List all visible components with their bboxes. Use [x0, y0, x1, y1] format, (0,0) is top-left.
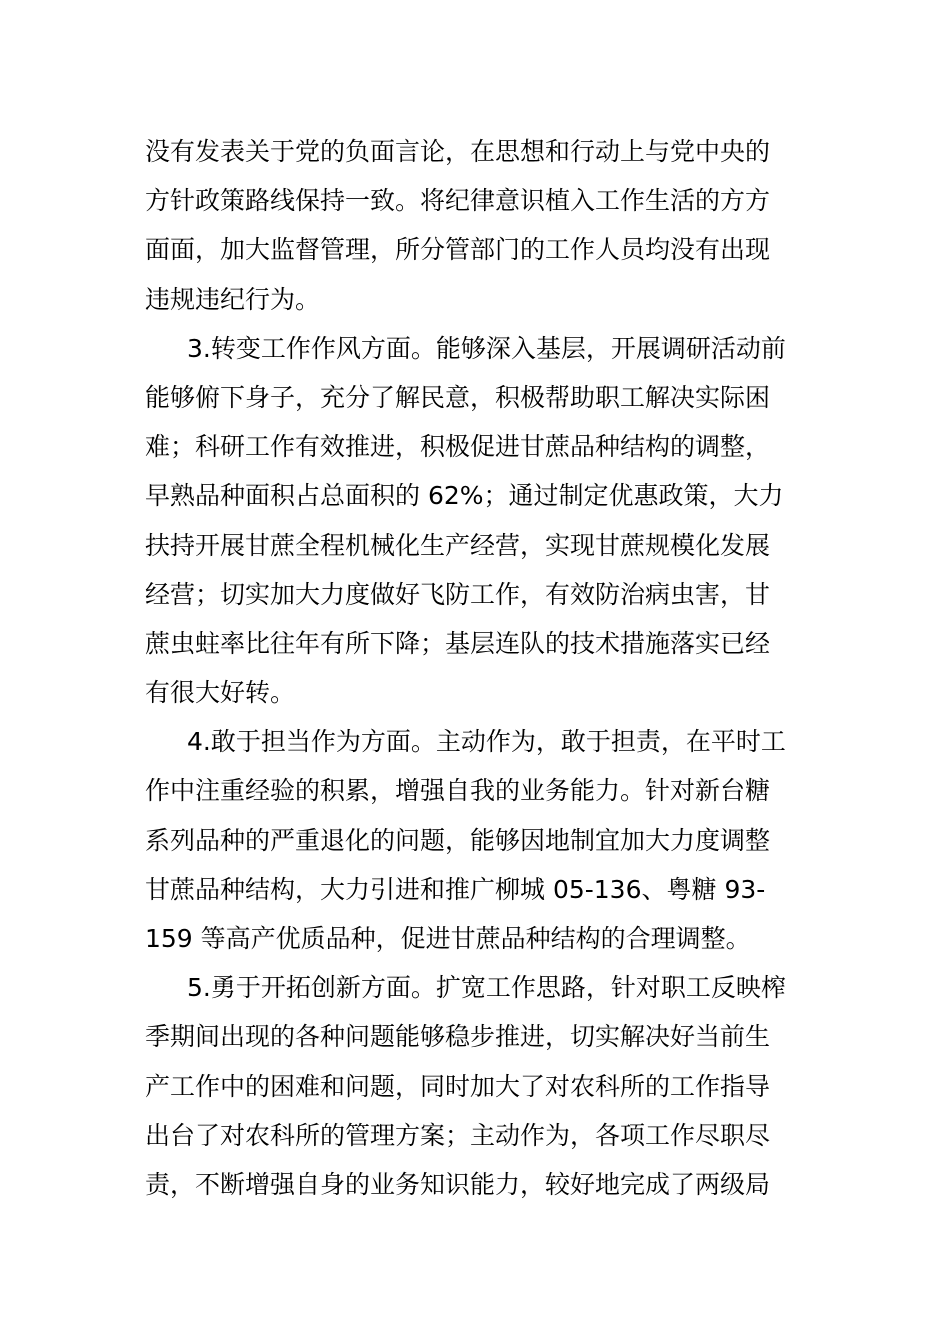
text-line: 季期间出现的各种问题能够稳步推进，切实解决好当前生	[145, 1022, 771, 1052]
text-line: 违规违纪行为。	[145, 284, 321, 314]
text-line: 扶持开展甘蔗全程机械化生产经营，实现甘蔗规模化发展	[145, 530, 771, 560]
document-body	[145, 127, 807, 1209]
paragraph-5-start: 5.勇于开拓创新方面。扩宽工作思路，针对职工反映榨	[187, 973, 786, 1003]
text-line: 蔗虫蛀率比往年有所下降；基层连队的技术措施落实已经	[145, 628, 771, 658]
text-line: 责，不断增强自身的业务知识能力，较好地完成了两级局	[145, 1169, 771, 1199]
text-line: 难；科研工作有效推进，积极促进甘蔗品种结构的调整，	[145, 432, 771, 462]
text-line: 系列品种的严重退化的问题，能够因地制宜加大力度调整	[145, 825, 771, 855]
text-line: 出台了对农科所的管理方案；主动作为，各项工作尽职尽	[145, 1120, 771, 1150]
text-line: 作中注重经验的积累，增强自我的业务能力。针对新台糖	[145, 776, 771, 806]
paragraph-4-start: 4.敢于担当作为方面。主动作为，敢于担责，在平时工	[187, 727, 786, 757]
text-line: 产工作中的困难和问题，同时加大了对农科所的工作指导	[145, 1071, 771, 1101]
text-line: 有很大好转。	[145, 678, 296, 708]
text-line: 159 等高产优质品种，促进甘蔗品种结构的合理调整。	[145, 924, 751, 953]
text-line: 能够俯下身子，充分了解民意，积极帮助职工解决实际困	[145, 382, 771, 412]
text-line: 面面，加大监督管理，所分管部门的工作人员均没有出现	[145, 235, 771, 265]
paragraph-3-start: 3.转变工作作风方面。能够深入基层，开展调研活动前	[187, 333, 786, 363]
text-line: 没有发表关于党的负面言论，在思想和行动上与党中央的	[145, 137, 771, 166]
text-line: 经营；切实加大力度做好飞防工作，有效防治病虫害，甘	[145, 579, 771, 609]
text-line: 方针政策路线保持一致。将纪律意识植入工作生活的方方	[145, 186, 771, 216]
text-line: 甘蔗品种结构，大力引进和推广柳城 05-136、粤糖 93-	[145, 874, 766, 904]
text-line: 早熟品种面积占总面积的 62%；通过制定优惠政策，大力	[145, 481, 784, 511]
